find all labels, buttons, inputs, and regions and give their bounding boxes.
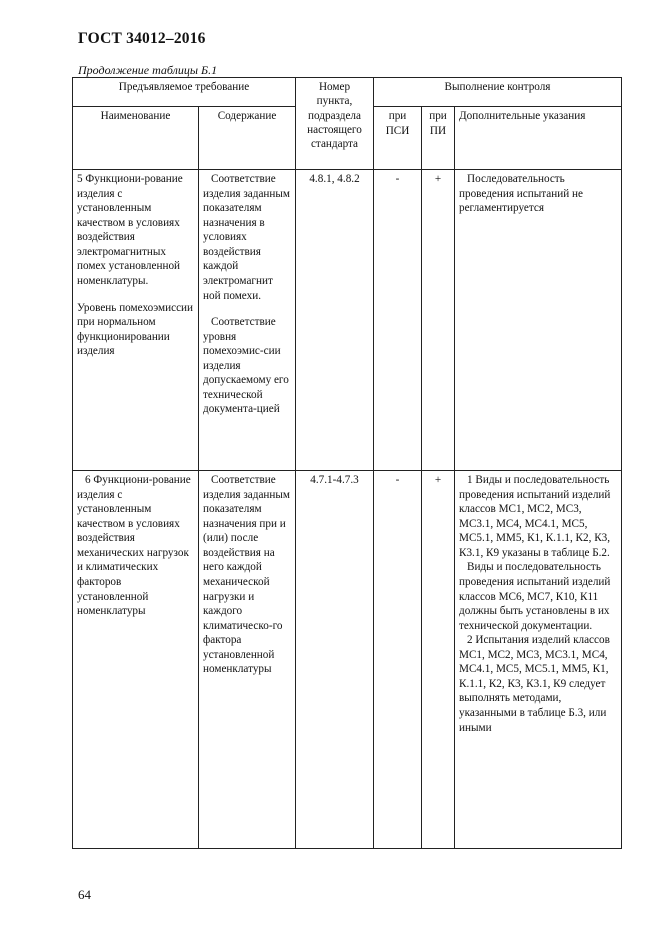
cell-notes	[455, 471, 622, 849]
cell-text: Последовательность проведения испытаний не регламентируется	[459, 173, 583, 215]
cell-pi: +	[422, 170, 455, 471]
header-requirement-group: Предъявляемое требование	[73, 78, 296, 107]
header-name: Наименование	[73, 107, 199, 170]
cell-text: Соответствие изделия заданным показателям назначения при и (или) после воздействия на него каждой механической нагрузки и каждого климатическо-го фактора установленной номенклатуры	[203, 474, 290, 676]
cell-pi: +	[422, 471, 455, 849]
cell-name	[73, 471, 199, 849]
header-psi: при ПСИ	[374, 107, 422, 170]
cell-content	[199, 471, 296, 849]
header-content: Содержание	[199, 107, 296, 170]
cell-name	[73, 170, 199, 471]
cell-text: 6 Функциони-рование изделия с установленным качеством в условиях воздействия механических нагрузок и климатических факторов установленной номенклатуры	[77, 474, 191, 618]
cell-text: 1 Виды и последовательность проведения испытаний изделий классов МС1, МС2, МС3, МС3.1, МС4, МС4.1, МС5, МС5.1, ММ5, К1, К.1.1, К2, К3, К3.1, К9 указаны в таблице Б.2.	[459, 474, 611, 559]
cell-notes	[455, 170, 622, 471]
cell-clause: 4.8.1, 4.8.2	[296, 170, 374, 471]
cell-text: 5 Функциони-рование изделия с установленным качеством в условиях воздействия электромагнитных помех установленной номенклатуры.	[77, 173, 183, 287]
page-number: 64	[78, 887, 91, 902]
table-row	[73, 471, 622, 849]
table-caption: Продолжение таблицы Б.1	[78, 63, 218, 77]
cell-content	[199, 170, 296, 471]
cell-text: Соответствие изделия заданным показателям назначения в условиях воздействия каждой электромагнит ной помехи.	[203, 173, 290, 302]
header-clause-number: Номер пункта, подраздела настоящего стандарта	[296, 78, 374, 170]
header-control-group: Выполнение контроля	[374, 78, 622, 107]
cell-clause: 4.7.1-4.7.3	[296, 471, 374, 849]
document-title: ГОСТ 34012–2016	[78, 30, 206, 47]
table-row	[73, 170, 622, 471]
table-header-row-1	[73, 78, 622, 107]
cell-text: Виды и последовательность проведения испытаний изделий классов МС6, МС7, К10, К11 должны быть установлены в их технической документации.	[459, 561, 611, 632]
cell-psi: -	[374, 471, 422, 849]
cell-text: 2 Испытания изделий классов МС1, МС2, МС3, МС3.1, МС4, МС4.1, МС5, МС5.1, ММ5, К1, К.1.1, К2, К3, К3.1, К9 следует выполнять методами, указанными в таблице Б.3, или иными	[459, 634, 610, 734]
header-pi: при ПИ	[422, 107, 455, 170]
cell-text: Соответствие уровня помехоэмис-сии изделия допускаемому его технической документа-цией	[203, 316, 289, 416]
cell-psi: -	[374, 170, 422, 471]
header-notes: Дополнительные указания	[455, 107, 622, 170]
requirements-table	[72, 77, 622, 849]
cell-text: Уровень помехоэмиссии при нормальном функционировании изделия	[77, 301, 194, 358]
